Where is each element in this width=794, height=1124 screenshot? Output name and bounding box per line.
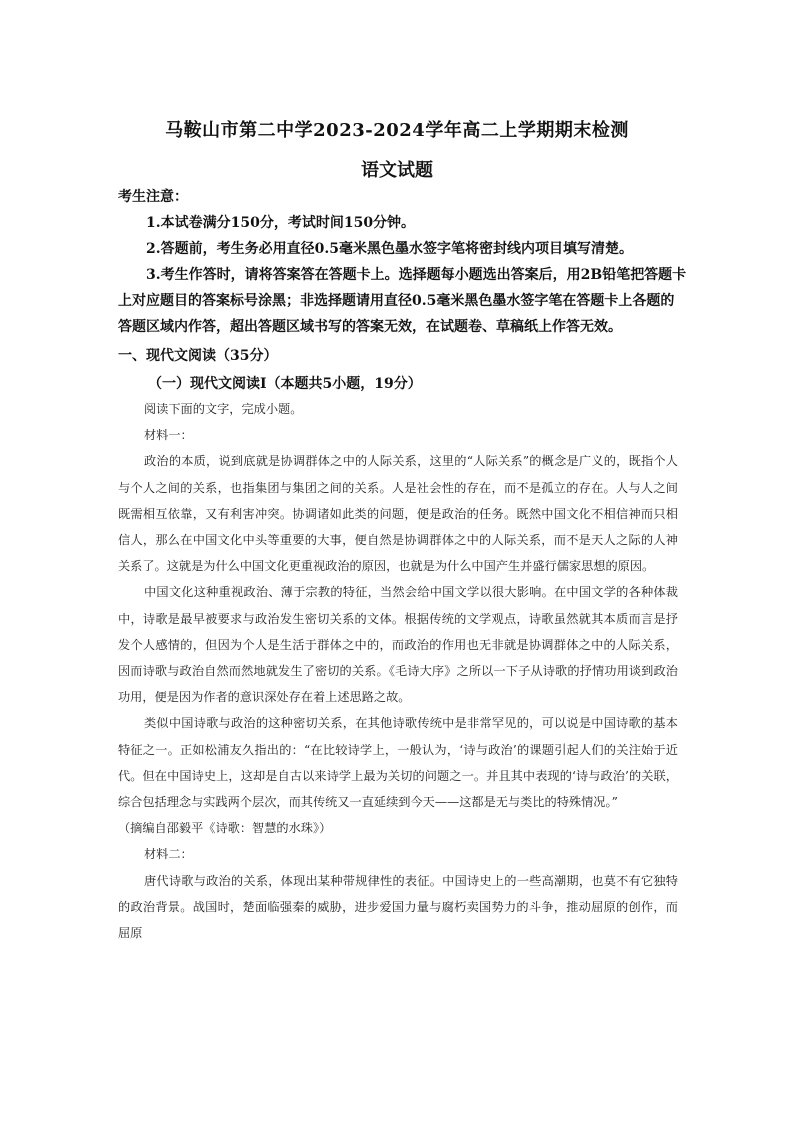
notice-item-1: 1.本试卷满分150分，考试时间150分钟。 <box>146 215 416 231</box>
material-one-source: （摘编自邵毅平《诗歌：智慧的水珠》） <box>118 821 332 836</box>
material-one-paragraph: 政治的本质，说到底就是协调群体之中的人际关系，这里的“人际关系”的概念是广义的，既指个人与个人之间的关系，也指集团与集团之间的关系。人是社会性的存在，而不是孤立的存在。人与人之间既需相互依靠，又有利害冲突。协调诸如此类的问题，便是政治的任务。既然中国文化不相信神而只相信人，那么在中国文化中头等重要的大事，便自然是协调群体之中的人际关系，而不是天人之际的人神关系了。这就是为什么中国文化更重视政治的原因，也就是为什么中国产生并盛行儒家思想的原因。 <box>118 454 678 574</box>
notice-item-2: 2.答题前，考生务必用直径0.5毫米黑色墨水签字笔将密封线内项目填写清楚。 <box>146 241 633 257</box>
material-two-label: 材料二： <box>144 847 193 862</box>
material-one-label: 材料一： <box>144 428 193 443</box>
section-heading: 一、现代文阅读（35分） <box>118 348 278 364</box>
notice-heading: 考生注意： <box>118 189 188 205</box>
exam-subtitle: 语文试题 <box>361 160 433 181</box>
material-two-paragraph: 唐代诗歌与政治的关系，体现出某种带规律性的表征。中国诗史上的一些高潮期，也莫不有它独特的政治背景。战国时，楚面临强秦的威胁，进步爱国力量与腐朽卖国势力的斗争，推动屈原的创作，而屈原 <box>118 873 678 941</box>
notice-block <box>118 184 688 340</box>
subsection-heading: （一）现代文阅读Ⅰ（本题共5小题，19分） <box>148 376 422 392</box>
notice-item-3: 3.考生作答时，请将答案答在答题卡上。选择题每小题选出答案后，用2B铅笔把答题卡上对应题目的答案标号涂黑；非选择题请用直径0.5毫米黑色墨水签字笔在答题卡上各题的答题区域内作答，超出答题区域书写的答案无效，在试题卷、草稿纸上作答无效。 <box>118 267 687 335</box>
reading-material <box>118 396 678 946</box>
exam-title: 马鞍山市第二中学2023-2024学年高二上学期期末检测 <box>165 120 629 141</box>
material-one-paragraph: 中国文化这种重视政治、薄于宗教的特征，当然会给中国文学以很大影响。在中国文学的各种体裁中，诗歌是最早被要求与政治发生密切关系的文体。根据传统的文学观点，诗歌虽然就其本质而言是抒发个人感情的，但因为个人是生活于群体之中的，而政治的作用也无非就是协调群体之中的人际关系，因而诗歌与政治自然而然地就发生了密切的关系。《毛诗大序》之所以一下子从诗歌的抒情功用谈到政治功用，便是因为作者的意识深处存在着上述思路之故。 <box>118 585 678 705</box>
instruction-text: 阅读下面的文字，完成小题。 <box>144 402 303 416</box>
material-one-paragraph: 类似中国诗歌与政治的这种密切关系，在其他诗歌传统中是非常罕见的，可以说是中国诗歌的基本特征之一。正如松浦友久指出的：“在比较诗学上，一般认为，‘诗与政治’的课题引起人们的关注始于近代。但在中国诗史上，这却是自古以来诗学上最为关切的问题之一。并且其中表现的‘诗与政治’的关联，综合包括理念与实践两个层次，而其传统又一直延续到今天——这都是无与类比的特殊情况。” <box>118 716 678 810</box>
